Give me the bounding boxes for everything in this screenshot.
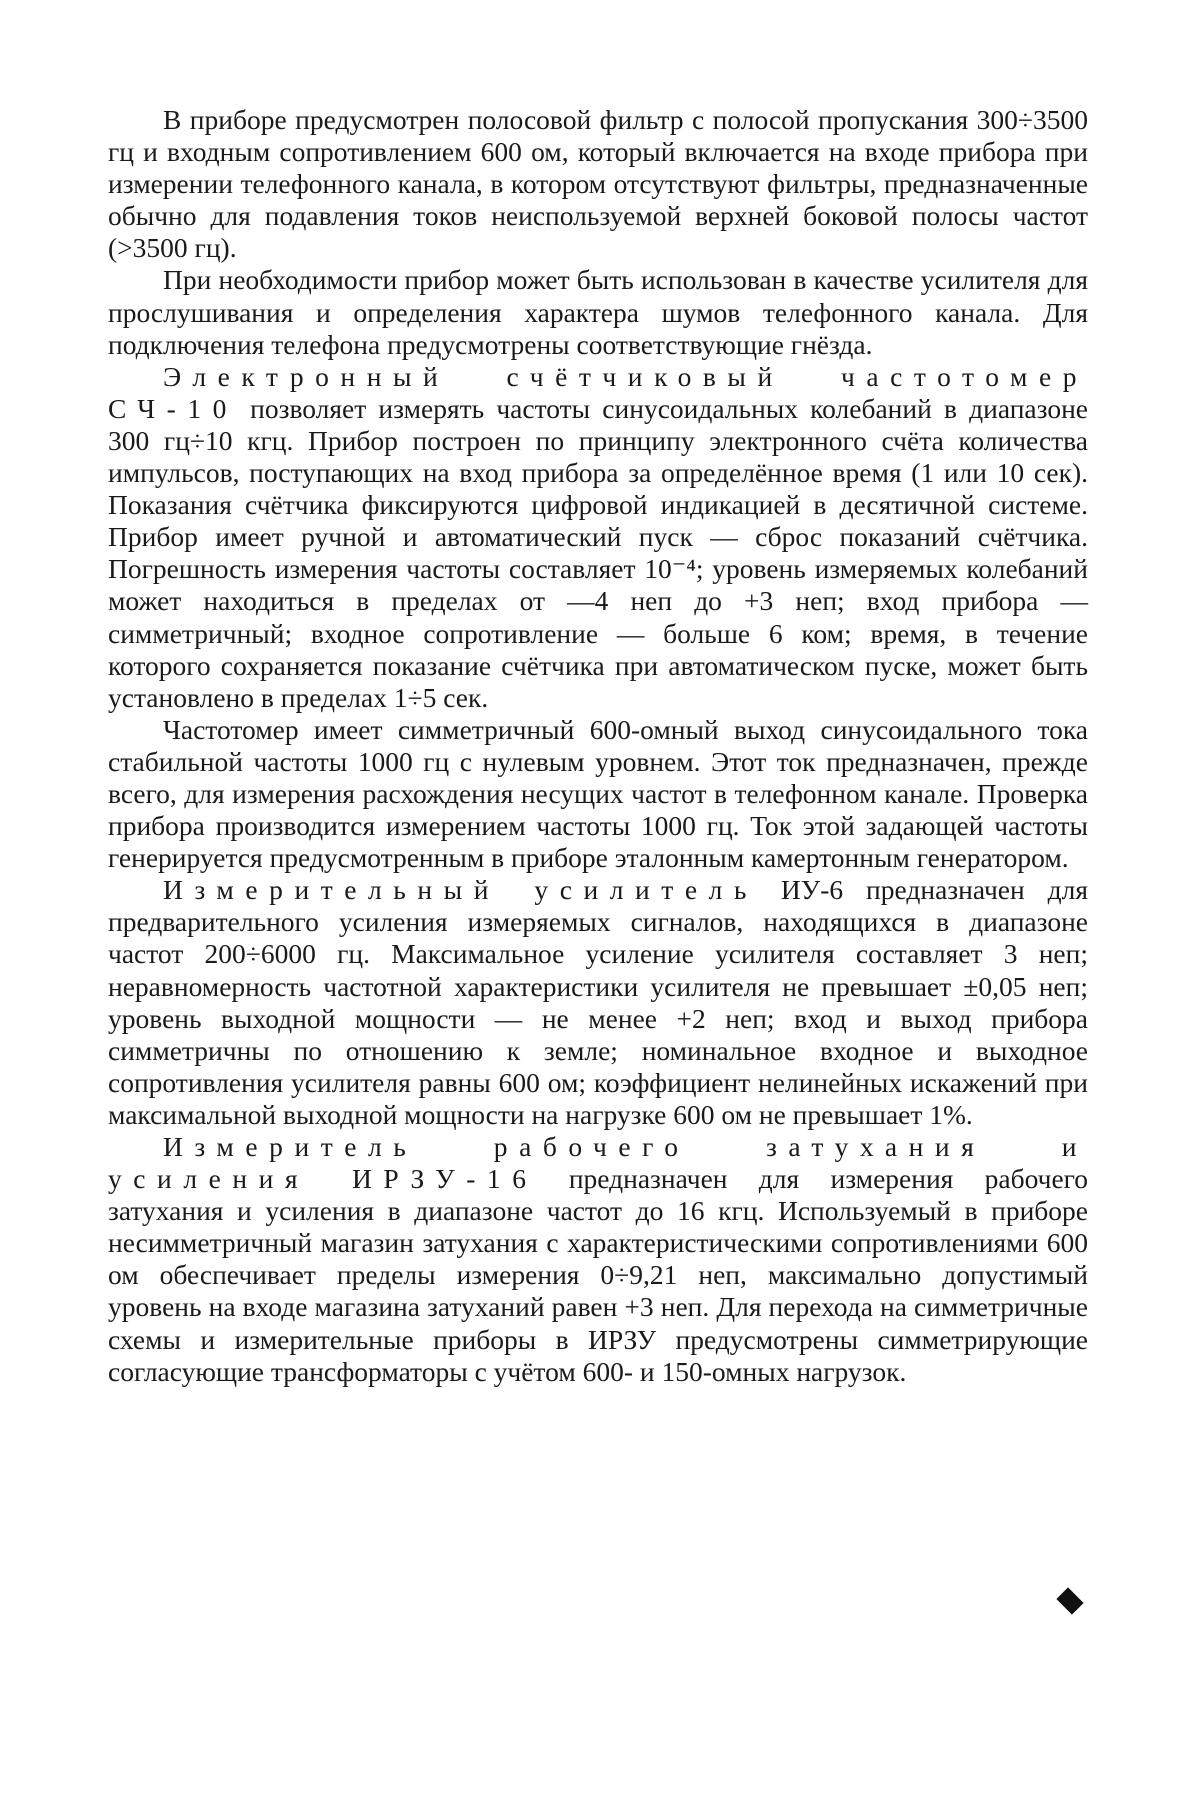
paragraph-frequency-meter-output: [108, 714, 1088, 874]
spaced-heading-attenuation-meter: Измеритель рабочего затухания и усиления ИРЗУ-16: [108, 1131, 1088, 1195]
paragraph-text: ИУ-6 предназначен для предварительного усиления измеряемых сигналов, находящихся в диапазоне частот 200÷6000 гц. Максимальное усиление усилителя составляет 3 неп; неравномерность частотной характеристики усилителя не превышает ±0,05 неп; уровень выходной мощности — не менее +2 неп; вход и выход прибора симметричны по отношению к земле; номинальное входное и выходное сопротивления усилителя равны 600 ом; коэффициент нелинейных искажений при максимальной выходной мощности на нагрузке 600 ом не превышает 1%.: [108, 874, 1089, 1130]
paragraph-amplifier-use: [108, 264, 1088, 360]
paragraph-attenuation-meter: [108, 1131, 1088, 1388]
document-page: [108, 104, 1088, 1388]
paragraph-bandpass-filter: [108, 104, 1088, 264]
paragraph-text: При необходимости прибор может быть использован в качестве усилителя для прослушивания и определения характера шумов телефонного канала. Для подключения телефона предусмотрены соответствующие гнёзда.: [108, 264, 1088, 360]
spaced-heading-measuring-amplifier: Измерительный усилитель: [163, 874, 758, 906]
end-of-section-diamond-icon: [1056, 1587, 1083, 1614]
paragraph-text: В приборе предусмотрен полосовой фильтр с полосой пропускания 300÷3500 гц и входным сопротивлением 600 ом, который включается на входе прибора при измерении телефонного канала, в котором отсутствуют фильтры, предназначенные обычно для подавления токов неиспользуемой верхней боковой полосы частот (>3500 гц).: [108, 104, 1088, 264]
paragraph-text: позволяет измерять частоты синусоидальных колебаний в диапазоне 300 гц÷10 кгц. Прибор построен по принципу электронного счёта количества импульсов, поступающих на вход прибора за определённое время (1 или 10 сек). Показания счётчика фиксируются цифровой индикацией в десятичной системе. Прибор имеет ручной и автоматический пуск — сброс показаний счётчика. Погрешность измерения частоты составляет 10⁻⁴; уровень измеряемых колебаний может находиться в пределах от —4 неп до +3 неп; вход прибора — симметричный; входное сопротивление — больше 6 ком; время, в течение которого сохраняется показание счётчика при автоматическом пуске, может быть установлено в пределах 1÷5 сек.: [108, 392, 1088, 713]
paragraph-measuring-amplifier: [108, 874, 1088, 1131]
spaced-heading-frequency-meter: Электронный счётчиковый частотомер СЧ-10: [108, 360, 1088, 424]
paragraph-text: Частотомер имеет симметричный 600-омный выход синусоидального тока стабильной частоты 1000 гц с нулевым уровнем. Этот ток предназначен, прежде всего, для измерения расхождения несущих частот в телефонном канале. Проверка прибора производится измерением частоты 1000 гц. Ток этой задающей частоты генерируется предусмотренным в приборе эталонным камертонным генератором.: [108, 713, 1088, 874]
paragraph-text: предназначен для измерения рабочего затухания и усиления в диапазоне частот до 16 кгц. Используемый в приборе несимметричный магазин затухания с характеристическими сопротивлениями 600 ом обеспечивает пределы измерения 0÷9,21 неп, максимально допустимый уровень на входе магазина затуханий равен +3 неп. Для перехода на симметричные схемы и измерительные приборы в ИРЗУ предусмотрены симметрирующие согласующие трансформаторы с учётом 600- и 150-омных нагрузок.: [108, 1163, 1088, 1387]
paragraph-frequency-meter: [108, 361, 1088, 714]
